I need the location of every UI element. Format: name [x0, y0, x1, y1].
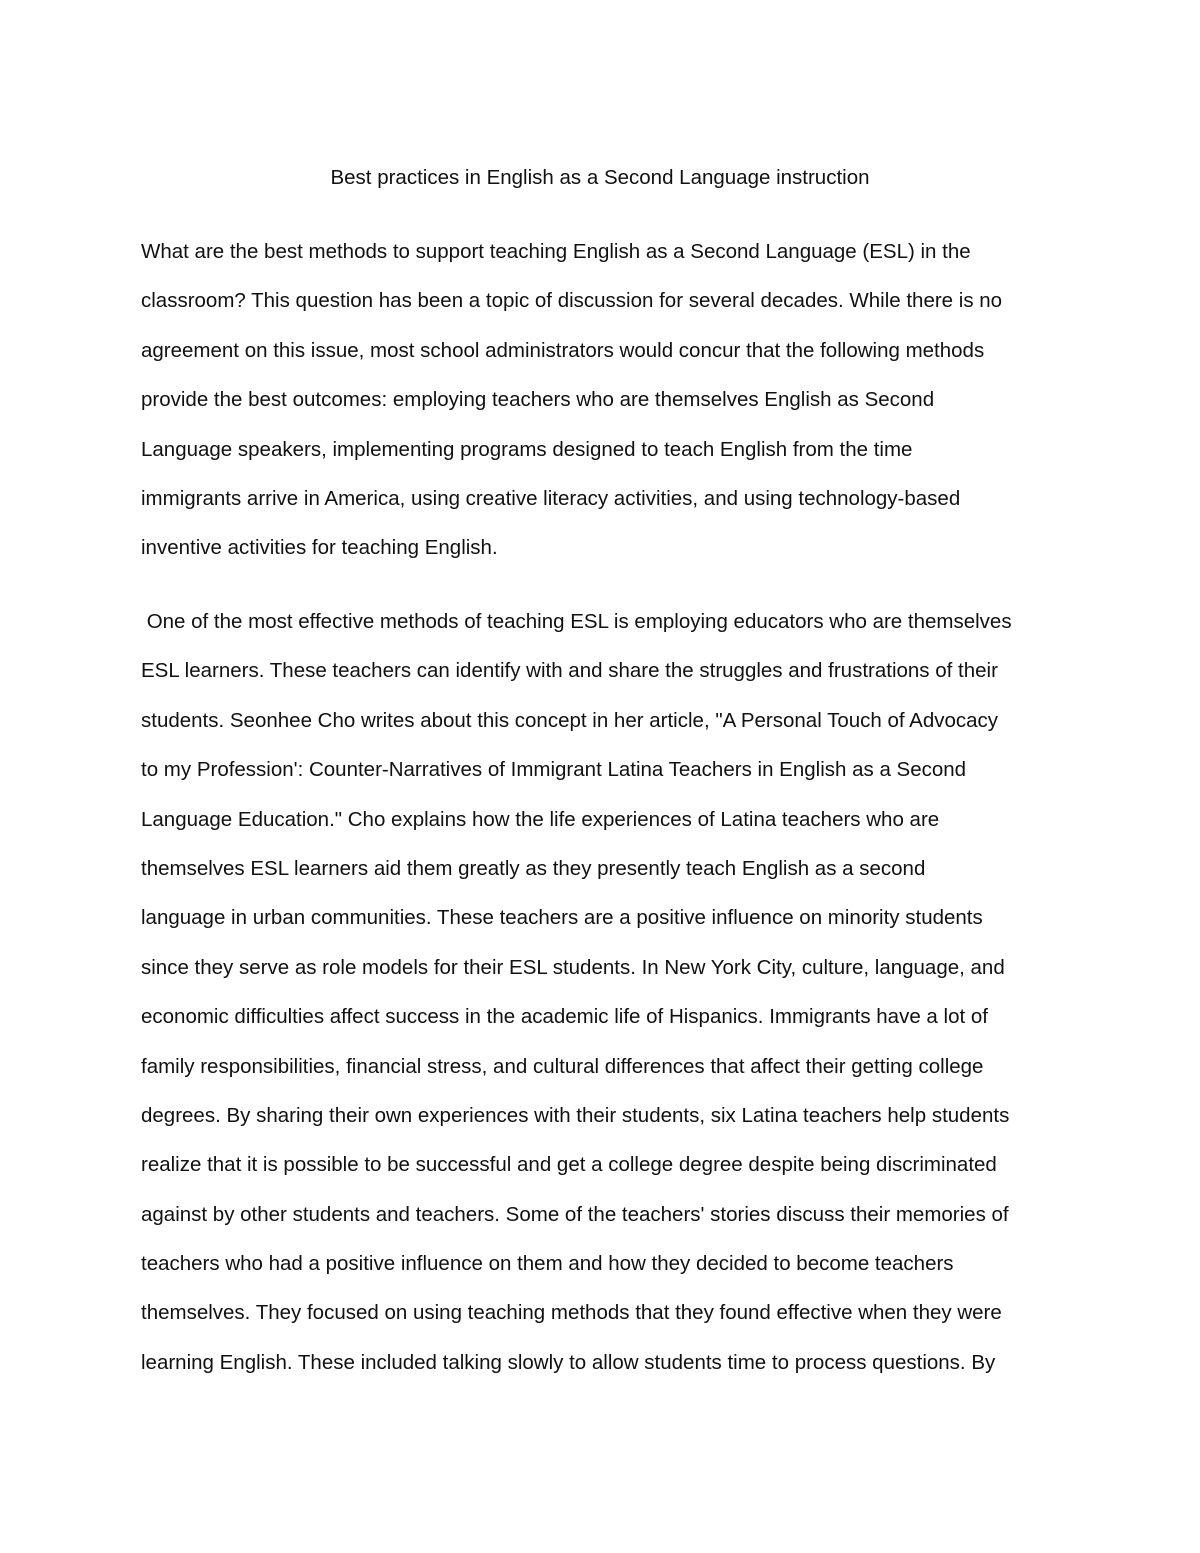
text-line: One of the most effective methods of teaching ESL is employing educators who are themselves [141, 610, 1012, 633]
text-line: classroom? This question has been a topic of discussion for several decades. While there is no [141, 289, 1003, 313]
text-line: economic difficulties affect success in the academic life of Hispanics. Immigrants have a lot of [141, 1005, 988, 1029]
text-line: What are the best methods to support teaching English as a Second Language (ESL) in the [141, 240, 971, 263]
text-line: provide the best outcomes: employing teachers who are themselves English as Second [141, 388, 935, 412]
text-line: learning English. These included talking slowly to allow students time to process questions. By [141, 1350, 996, 1374]
text-line: family responsibilities, financial stress, and cultural differences that affect their getting college [141, 1054, 984, 1078]
text-line: against by other students and teachers. Some of the teachers' stories discuss their memories of [141, 1202, 1009, 1226]
text-line: ESL learners. These teachers can identify with and share the struggles and frustrations of their [141, 659, 998, 683]
text-line: language in urban communities. These teachers are a positive influence on minority students [141, 906, 983, 930]
text-line: degrees. By sharing their own experiences with their students, six Latina teachers help students [141, 1103, 1010, 1127]
text-line: themselves. They focused on using teaching methods that they found effective when they were [141, 1301, 1002, 1325]
paragraph-body [141, 607, 1081, 1397]
text-line: immigrants arrive in America, using creative literacy activities, and using technology-based [141, 486, 961, 510]
text-line: to my Profession': Counter-Narratives of Immigrant Latina Teachers in English as a Second [141, 758, 967, 782]
text-line: inventive activities for teaching English. [141, 536, 498, 560]
text-line: Language speakers, implementing programs designed to teach English from the time [141, 437, 913, 461]
paragraph-intro [141, 237, 1081, 583]
text-line: agreement on this issue, most school administrators would concur that the following methods [141, 338, 985, 362]
text-line: realize that it is possible to be successful and get a college degree despite being discriminated [141, 1153, 997, 1177]
text-line: since they serve as role models for their ESL students. In New York City, culture, language, and [141, 955, 1005, 979]
text-line: teachers who had a positive influence on them and how they decided to become teachers [141, 1252, 954, 1276]
text-line: Language Education." Cho explains how the life experiences of Latina teachers who are [141, 807, 940, 831]
text-line: students. Seonhee Cho writes about this concept in her article, "A Personal Touch of Advocacy [141, 708, 999, 732]
document-title: Best practices in English as a Second Language instruction [330, 166, 870, 189]
text-line: themselves ESL learners aid them greatly as they presently teach English as a second [141, 856, 926, 880]
